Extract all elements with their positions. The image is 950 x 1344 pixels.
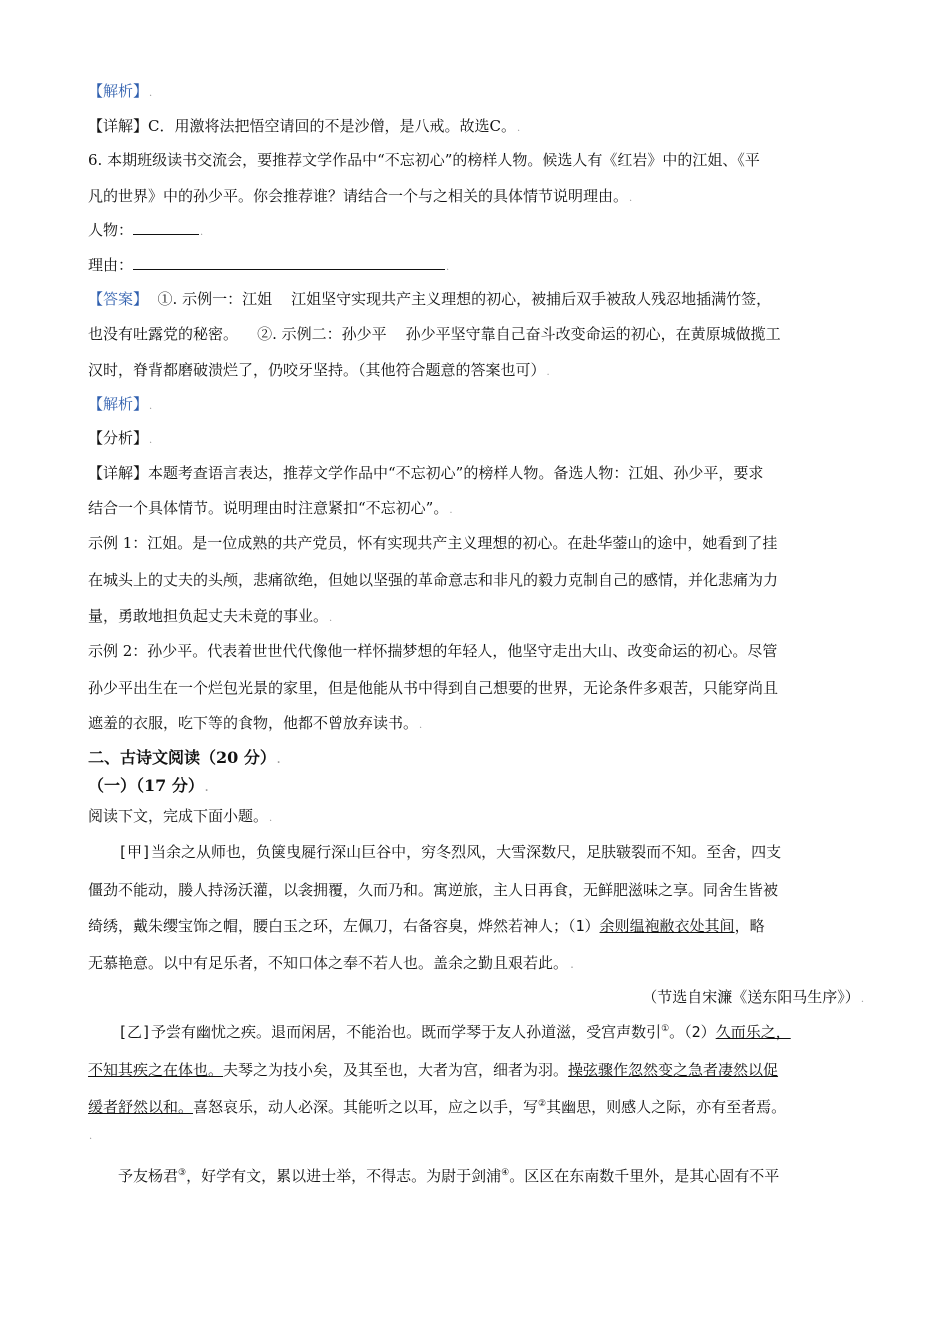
passage-jia-line-4: 无慕艳意。以中有足乐者，不知口体之奉不若人也。盖余之勤且艰若此。. xyxy=(88,954,576,972)
passage-yi-line-4: 予友杨君③，好学有文，累以进士举，不得志。为尉于剑浦④。区区在东南数千里外，是其心固有不平 xyxy=(118,1167,780,1185)
paragraph-mark: . xyxy=(89,1131,93,1142)
detail-answer-2-line-1: 【详解】本题考查语言表达，推荐文学作品中“不忘初心”的榜样人物。备选人物：江姐、孙少平，要求 xyxy=(88,464,764,482)
subsection-1-title: （一）（17 分）. xyxy=(88,776,209,795)
detail-answer-2-line-2: 结合一个具体情节。说明理由时注意紧扣“不忘初心”。. xyxy=(88,499,453,517)
underlined-sentence-3a: 操弦骤作忽然变之急者凄然以促 xyxy=(568,1061,779,1079)
passage-yi-line-1: [乙]予尝有幽忧之疾。退而闲居，不能治也。既而学琴于友人孙道滋，受宫声数引①。（2）久而乐之， xyxy=(118,1023,791,1041)
answer-line-2: 也没有吐露党的秘密。 ②. 示例二：孙少平 孙少平坚守靠自己奋斗改变命运的初心，在黄原城做揽工 xyxy=(88,325,781,343)
passage-jia-line-3: 绮绣，戴朱缨宝饰之帽，腰白玉之环，左佩刀，右备容臭，烨然若神人；（1）余则缊袍敝衣处其间，略 xyxy=(88,917,765,935)
question-6-line-2: 凡的世界》中的孙少平。你会推荐谁？请结合一个与之相关的具体情节说明理由。. xyxy=(88,187,633,205)
detail-answer-1: 【详解】C．用激将法把悟空请回的不是沙僧，是八戒。故选C。. xyxy=(88,117,521,135)
example-2-line-1: 示例 2：孙少平。代表着世世代代像他一样怀揣梦想的年轻人，他坚守走出大山、改变命运的初心。尽管 xyxy=(88,642,778,660)
person-blank[interactable] xyxy=(133,220,199,235)
passage-yi-line-3: 缓者舒然以和。喜怒哀乐，动人必深。其能听之以耳，应之以手，写②其幽思，则感人之际，亦有至者焉。 xyxy=(88,1098,787,1116)
example-2-line-3: 遮羞的衣服，吃下等的食物，他都不曾放弃读书。. xyxy=(88,714,423,732)
person-answer-line: 人物： . xyxy=(88,221,204,239)
underlined-sentence-2b: 不知其疾之在体也。 xyxy=(88,1061,224,1079)
example-1-line-3: 量，勇敢地担负起丈夫未竟的事业。. xyxy=(88,607,333,625)
answer-line-1: 【答案】 ①. 示例一：江姐 江姐坚守实现共产主义理想的初心，被捕后双手被敌人残忍地插满竹签， xyxy=(88,290,772,308)
passage-jia-line-2: 僵劲不能动，媵人持汤沃灌，以衾拥覆，久而乃和。寓逆旅，主人日再食，无鲜肥滋味之享。同舍生皆被 xyxy=(88,881,779,899)
section-2-title: 二、古诗文阅读（20 分）. xyxy=(88,748,281,767)
answer-line-3: 汉时，脊背都磨破溃烂了，仍咬牙坚持。（其他符合题意的答案也可）. xyxy=(88,361,550,379)
reason-answer-line: 理由： . xyxy=(88,256,450,274)
passage-jia-source: （节选自宋濂《送东阳马生序》）. xyxy=(642,988,864,1006)
example-1-line-2: 在城头上的丈夫的头颅，悲痛欲绝，但她以坚强的革命意志和非凡的毅力克制自己的感情，并化悲痛为力 xyxy=(88,571,779,589)
passage-jia-line-1: [甲]当余之从师也，负箧曳屣行深山巨谷中，穷冬烈风，大雪深数尺，足肤皲裂而不知。至舍，四支 xyxy=(118,843,782,861)
example-1-line-1: 示例 1：江姐。是一位成熟的共产党员，怀有实现共产主义理想的初心。在赴华蓥山的途中，她看到了挂 xyxy=(88,534,778,552)
underlined-sentence-3b: 缓者舒然以和。 xyxy=(88,1098,194,1116)
underlined-sentence-2a: 久而乐之， xyxy=(715,1023,791,1041)
analysis-tag-1: 【解析】. xyxy=(88,82,153,100)
question-6-line-1: 6. 本期班级读书交流会，要推荐文学作品中“不忘初心”的榜样人物。候选人有《红岩》中的江姐、《平 xyxy=(88,151,760,169)
example-2-line-2: 孙少平出生在一个烂包光景的家里，但是他能从书中得到自己想要的世界，无论条件多艰苦，只能穿尚且 xyxy=(88,679,779,697)
analysis-subtag: 【分析】. xyxy=(88,429,153,447)
reason-blank[interactable] xyxy=(133,255,445,270)
reading-instruction: 阅读下文，完成下面小题。. xyxy=(88,807,273,825)
passage-yi-line-2: 不知其疾之在体也。夫琴之为技小矣，及其至也，大者为宫，细者为羽。操弦骤作忽然变之急者凄然以促 xyxy=(88,1061,779,1079)
underlined-sentence-1: 余则缊袍敝衣处其间 xyxy=(599,917,735,935)
analysis-tag-2: 【解析】. xyxy=(88,395,153,413)
